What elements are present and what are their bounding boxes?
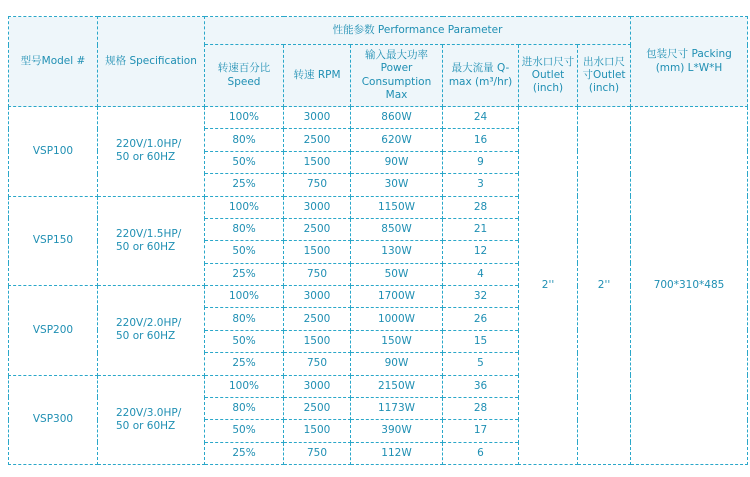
cell-speed: 100% <box>205 196 284 218</box>
cell-speed: 50% <box>205 241 284 263</box>
cell-speed: 100% <box>205 286 284 308</box>
cell-qmax: 26 <box>443 308 519 330</box>
header-qmax: 最大流量 Q-max (m³/hr) <box>443 45 519 107</box>
model-specification <box>98 107 205 197</box>
header-power: 输入最大功率 Power Consumption Max <box>351 45 443 107</box>
cell-power: 130W <box>351 241 443 263</box>
cell-speed: 50% <box>205 330 284 352</box>
cell-speed: 25% <box>205 353 284 375</box>
model-name: VSP300 <box>9 375 98 465</box>
header-outlet: 出水口尺寸Outlet (inch) <box>578 45 631 107</box>
cell-speed: 25% <box>205 263 284 285</box>
cell-qmax: 21 <box>443 218 519 240</box>
cell-rpm: 750 <box>284 442 351 464</box>
spec-line-2: 50 or 60HZ <box>116 151 176 164</box>
cell-rpm: 1500 <box>284 420 351 442</box>
spec-line-2: 50 or 60HZ <box>116 330 176 343</box>
model-name: VSP150 <box>9 196 98 286</box>
cell-power: 390W <box>351 420 443 442</box>
header-model: 型号Model # <box>9 17 98 107</box>
cell-power: 2150W <box>351 375 443 397</box>
cell-rpm: 2500 <box>284 308 351 330</box>
cell-speed: 100% <box>205 107 284 129</box>
performance-table <box>8 16 748 465</box>
cell-speed: 25% <box>205 442 284 464</box>
cell-qmax: 15 <box>443 330 519 352</box>
table-body <box>9 107 748 465</box>
inlet-size: 2'' <box>519 107 578 465</box>
model-specification <box>98 375 205 465</box>
header-rpm: 转速 RPM <box>284 45 351 107</box>
cell-rpm: 3000 <box>284 375 351 397</box>
cell-power: 90W <box>351 353 443 375</box>
cell-rpm: 1500 <box>284 330 351 352</box>
cell-power: 150W <box>351 330 443 352</box>
spec-line-2: 50 or 60HZ <box>116 419 176 432</box>
cell-speed: 50% <box>205 151 284 173</box>
model-name: VSP100 <box>9 107 98 197</box>
header-inlet: 进水口尺寸 Outlet (inch) <box>519 45 578 107</box>
cell-speed: 25% <box>205 174 284 196</box>
cell-speed: 50% <box>205 420 284 442</box>
cell-power: 30W <box>351 174 443 196</box>
cell-rpm: 3000 <box>284 286 351 308</box>
cell-rpm: 750 <box>284 174 351 196</box>
cell-power: 850W <box>351 218 443 240</box>
spec-line-1: 220V/2.0HP/ <box>116 317 182 330</box>
cell-qmax: 6 <box>443 442 519 464</box>
model-specification <box>98 196 205 286</box>
cell-rpm: 750 <box>284 263 351 285</box>
cell-qmax: 16 <box>443 129 519 151</box>
cell-qmax: 17 <box>443 420 519 442</box>
cell-power: 112W <box>351 442 443 464</box>
cell-speed: 80% <box>205 397 284 419</box>
cell-power: 50W <box>351 263 443 285</box>
cell-power: 1700W <box>351 286 443 308</box>
cell-rpm: 3000 <box>284 196 351 218</box>
spec-line-1: 220V/1.0HP/ <box>116 138 182 151</box>
cell-qmax: 5 <box>443 353 519 375</box>
cell-qmax: 3 <box>443 174 519 196</box>
cell-rpm: 1500 <box>284 241 351 263</box>
cell-qmax: 36 <box>443 375 519 397</box>
cell-power: 620W <box>351 129 443 151</box>
cell-rpm: 750 <box>284 353 351 375</box>
cell-qmax: 12 <box>443 241 519 263</box>
cell-power: 90W <box>351 151 443 173</box>
model-name: VSP200 <box>9 286 98 376</box>
header-speed: 转速百分比 Speed <box>205 45 284 107</box>
cell-power: 1000W <box>351 308 443 330</box>
cell-rpm: 3000 <box>284 107 351 129</box>
packing-size: 700*310*485 <box>631 107 748 465</box>
cell-speed: 100% <box>205 375 284 397</box>
outlet-size: 2'' <box>578 107 631 465</box>
spec-line-2: 50 or 60HZ <box>116 240 176 253</box>
header-performance: 性能参数 Performance Parameter <box>205 17 631 45</box>
cell-rpm: 2500 <box>284 397 351 419</box>
cell-qmax: 9 <box>443 151 519 173</box>
cell-qmax: 28 <box>443 397 519 419</box>
cell-rpm: 1500 <box>284 151 351 173</box>
spec-line-1: 220V/1.5HP/ <box>116 227 182 240</box>
cell-power: 1150W <box>351 196 443 218</box>
cell-rpm: 2500 <box>284 218 351 240</box>
table-row <box>9 107 748 129</box>
header-specification: 规格 Specification <box>98 17 205 107</box>
model-specification <box>98 286 205 376</box>
cell-qmax: 4 <box>443 263 519 285</box>
cell-qmax: 32 <box>443 286 519 308</box>
cell-power: 860W <box>351 107 443 129</box>
cell-speed: 80% <box>205 129 284 151</box>
cell-qmax: 28 <box>443 196 519 218</box>
spec-line-1: 220V/3.0HP/ <box>116 406 182 419</box>
cell-speed: 80% <box>205 218 284 240</box>
cell-power: 1173W <box>351 397 443 419</box>
cell-rpm: 2500 <box>284 129 351 151</box>
cell-qmax: 24 <box>443 107 519 129</box>
cell-speed: 80% <box>205 308 284 330</box>
header-packing: 包装尺寸 Packing (mm) L*W*H <box>631 17 748 107</box>
